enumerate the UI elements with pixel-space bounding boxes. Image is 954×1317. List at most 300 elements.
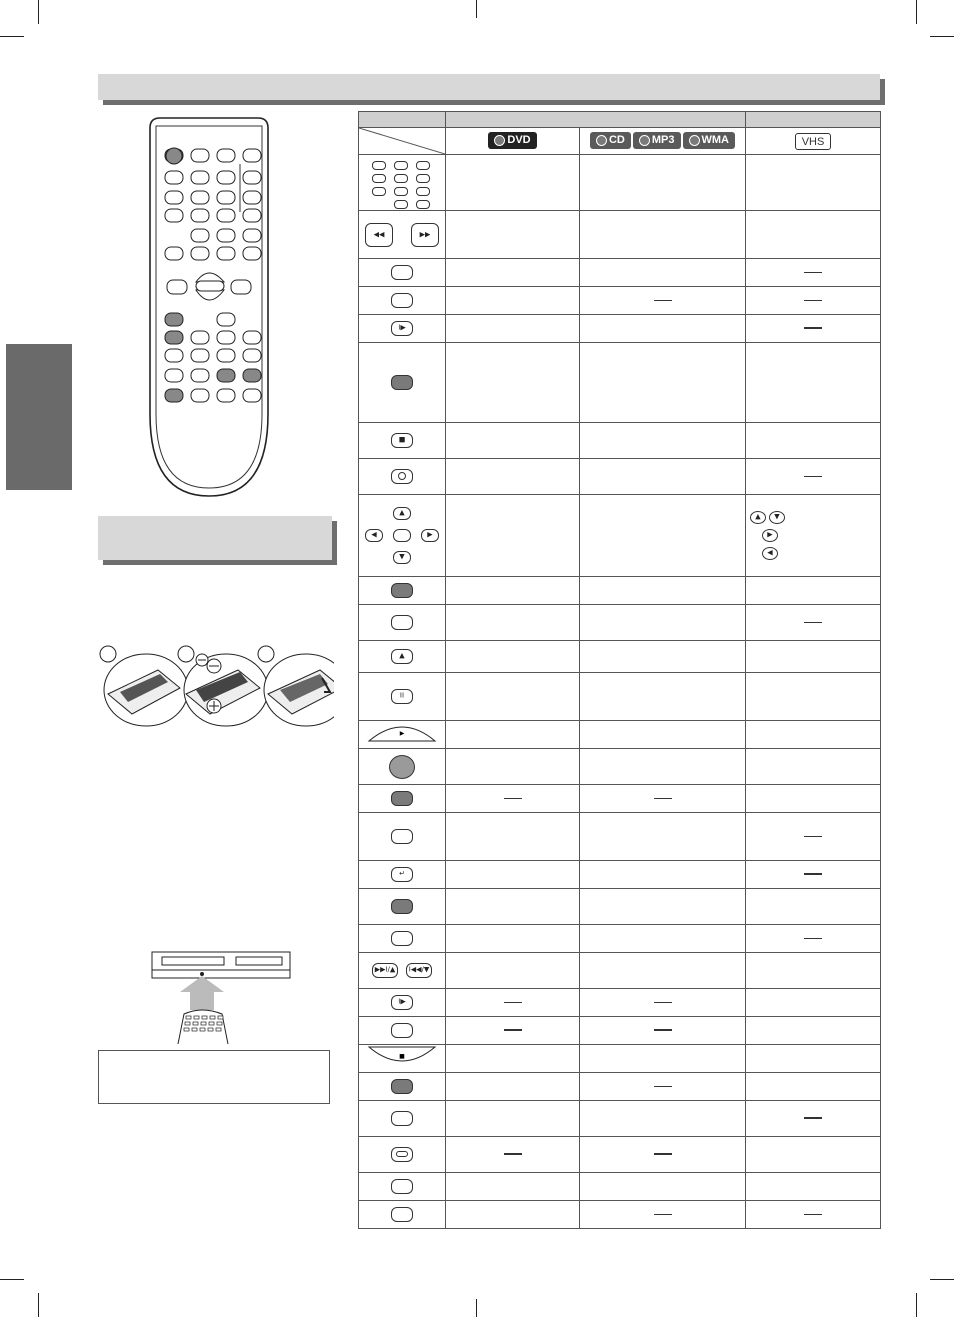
right-arrow-icon — [762, 529, 778, 542]
button-icon-cell — [359, 1173, 446, 1201]
not-available-dash — [804, 836, 822, 837]
remote-button-shape — [191, 149, 209, 162]
table-row — [359, 495, 881, 577]
table-row — [359, 459, 881, 495]
enter-icon — [393, 529, 411, 542]
vhs-cell — [746, 1173, 881, 1201]
table-row — [359, 889, 881, 925]
number-key-icon — [394, 161, 408, 170]
remote-key-icon — [391, 1207, 413, 1222]
crop-mark — [38, 0, 39, 24]
dvd-cell — [446, 1201, 580, 1229]
step-1-marker — [100, 646, 116, 662]
remote-button-shape — [243, 229, 261, 242]
not-available-dash — [804, 1214, 822, 1215]
table-row — [359, 749, 881, 785]
table-row — [359, 861, 881, 889]
table-row — [359, 423, 881, 459]
section-banner — [98, 74, 880, 100]
skip-forward-icon — [372, 963, 398, 978]
remote-button-shape — [243, 171, 261, 184]
vhs-column-logo — [746, 128, 881, 155]
audio-cell — [580, 953, 746, 989]
not-available-dash — [804, 476, 822, 477]
fast-forward-icon — [411, 223, 439, 247]
number-key-icon — [394, 200, 408, 209]
table-row — [359, 1173, 881, 1201]
disc-icon — [391, 469, 413, 484]
button-icon-cell — [359, 953, 446, 989]
remote-control-illustration — [146, 114, 272, 500]
remote-key-icon — [391, 375, 413, 390]
button-icon-cell — [359, 259, 446, 287]
audio-cell — [580, 1101, 746, 1137]
vhs-cell — [746, 1017, 881, 1045]
dvd-cell — [446, 641, 580, 673]
remote-button-shape — [243, 247, 261, 260]
remote-button-shape — [165, 209, 183, 222]
dvd-cell — [446, 459, 580, 495]
play-icon — [367, 721, 437, 743]
vhs-cell — [746, 813, 881, 861]
button-glyph: ▶ — [767, 530, 773, 539]
button-icon-cell — [359, 605, 446, 641]
up-arrow-icon — [393, 507, 411, 520]
button-icon-cell — [359, 989, 446, 1017]
remote-button-shape — [243, 389, 261, 402]
button-glyph: ▶▶ — [419, 229, 431, 238]
button-icon-cell — [359, 749, 446, 785]
button-glyph: ▶ — [427, 530, 433, 539]
button-icon-cell — [359, 861, 446, 889]
crop-mark — [930, 1279, 954, 1280]
not-available-dash — [654, 1002, 672, 1003]
remote-button-shape — [165, 191, 183, 204]
vhs-cell — [746, 343, 881, 423]
vhs-cell — [746, 785, 881, 813]
dvd-cell — [446, 155, 580, 211]
button-glyph: ▼ — [399, 552, 405, 561]
remote-button-shape — [217, 229, 235, 242]
remote-button-shape — [243, 349, 261, 362]
remote-button-shape — [243, 331, 261, 344]
dvd-cell — [446, 259, 580, 287]
button-icon-cell — [359, 641, 446, 673]
audio-cell — [580, 721, 746, 749]
table-row — [359, 1045, 881, 1073]
remote-button-shape — [243, 149, 261, 162]
not-available-dash — [504, 1002, 522, 1003]
vhs-cell — [746, 1073, 881, 1101]
audio-cell — [580, 259, 746, 287]
not-available-dash — [804, 622, 822, 623]
dvd-cell — [446, 1137, 580, 1173]
remote-key-icon — [391, 1023, 413, 1038]
button-glyph: ◀ — [767, 548, 773, 557]
remote-button-shape — [191, 349, 209, 362]
remote-button-shape — [217, 313, 235, 326]
audio-cell — [580, 495, 746, 577]
remote-button-shape — [191, 171, 209, 184]
stop-icon — [391, 433, 413, 448]
remote-key-icon — [391, 931, 413, 946]
table-row — [359, 1017, 881, 1045]
remote-button-shape — [217, 369, 235, 382]
button-icon-cell — [359, 1201, 446, 1229]
dvd-cell — [446, 721, 580, 749]
button-glyph: ■ — [399, 1053, 405, 1060]
remote-button-shape — [191, 369, 209, 382]
remote-button-shape — [217, 331, 235, 344]
remote-button-shape — [165, 349, 183, 362]
button-function-table — [358, 111, 881, 1229]
crop-mark — [0, 36, 24, 37]
button-icon-cell — [359, 459, 446, 495]
table-row — [359, 721, 881, 749]
remote-button-shape — [217, 209, 235, 222]
audio-cell — [580, 423, 746, 459]
step-2-marker — [178, 646, 194, 662]
remote-button-shape — [243, 369, 261, 382]
not-available-dash — [804, 300, 822, 301]
button-icon-cell — [359, 889, 446, 925]
side-tab — [6, 344, 72, 490]
number-key-icon — [416, 187, 430, 196]
dvd-column-logo — [446, 128, 580, 155]
remote-key-icon — [391, 265, 413, 280]
table-row — [359, 1073, 881, 1101]
remote-button-shape — [165, 171, 183, 184]
down-arrow-icon — [393, 551, 411, 564]
table-row — [359, 577, 881, 605]
table-row — [359, 315, 881, 343]
dvd-cell — [446, 673, 580, 721]
button-glyph: ▼ — [774, 512, 780, 521]
audio-cell — [580, 315, 746, 343]
vhs-cell — [746, 641, 881, 673]
not-available-dash — [654, 1029, 672, 1031]
button-glyph: ◀ — [371, 530, 377, 539]
header-vcr-mode — [746, 112, 881, 128]
remote-button-shape — [165, 331, 183, 344]
vhs-cell — [746, 673, 881, 721]
button-icon-cell — [359, 315, 446, 343]
dvd-cell — [446, 1017, 580, 1045]
button-icon-cell — [359, 673, 446, 721]
button-icon-cell — [359, 343, 446, 423]
vhs-cell — [746, 155, 881, 211]
crop-mark — [476, 1299, 477, 1317]
header-dvd-mode — [446, 112, 746, 128]
eject-icon — [391, 649, 413, 664]
audio-cell — [580, 1045, 746, 1073]
vhs-cell — [746, 259, 881, 287]
dvd-cell — [446, 889, 580, 925]
remote-button-shape — [217, 171, 235, 184]
audio-cell — [580, 577, 746, 605]
vhs-cell — [746, 989, 881, 1017]
dvd-cell — [446, 1173, 580, 1201]
wma-logo: WMA — [683, 132, 736, 149]
slow-icon — [391, 995, 413, 1010]
number-key-icon — [416, 161, 430, 170]
dvd-cell — [446, 1073, 580, 1101]
return-icon — [391, 867, 413, 882]
remote-button-shape — [191, 247, 209, 260]
dvd-cell — [446, 423, 580, 459]
left-arrow-icon — [365, 529, 383, 542]
crop-mark — [0, 1279, 24, 1280]
vhs-cell — [746, 889, 881, 925]
up-arrow-icon — [750, 511, 766, 524]
button-glyph: I◀◀/▼ — [408, 965, 430, 974]
vhs-cell — [746, 1201, 881, 1229]
button-icon-cell — [359, 721, 446, 749]
dvd-cell — [446, 287, 580, 315]
vhs-cell — [746, 1137, 881, 1173]
dvd-cell — [446, 211, 580, 259]
number-key-icon — [394, 174, 408, 183]
button-icon-cell — [359, 1017, 446, 1045]
not-available-dash — [804, 327, 822, 329]
subsection-banner — [98, 516, 332, 560]
diagonal-corner — [359, 128, 446, 155]
remote-button-shape — [217, 247, 235, 260]
note-box — [98, 1050, 330, 1104]
vhs-cell — [746, 1101, 881, 1137]
button-glyph: ◀◀ — [373, 229, 385, 238]
vhs-cell — [746, 925, 881, 953]
audio-cell — [580, 287, 746, 315]
dvd-logo: DVD — [488, 132, 536, 149]
not-available-dash — [504, 1029, 522, 1031]
vhs-cell — [746, 315, 881, 343]
crop-mark — [916, 1293, 917, 1317]
dvd-cell — [446, 1045, 580, 1073]
dvd-cell — [446, 785, 580, 813]
remote-key-icon — [391, 293, 413, 308]
remote-button-shape — [217, 149, 235, 162]
dvd-cell — [446, 813, 580, 861]
right-arrow-icon — [421, 529, 439, 542]
button-icon-cell — [359, 1073, 446, 1101]
vhs-cell — [746, 749, 881, 785]
button-icon-cell — [359, 813, 446, 861]
audio-cell — [580, 989, 746, 1017]
crop-mark — [38, 1293, 39, 1317]
table-row — [359, 673, 881, 721]
dvd-cell — [446, 577, 580, 605]
crop-mark — [476, 0, 477, 18]
remote-button-shape — [165, 313, 183, 326]
audio-cell — [580, 155, 746, 211]
number-key-icon — [394, 187, 408, 196]
dvd-cell — [446, 1101, 580, 1137]
number-key-icon — [372, 161, 386, 170]
table-row — [359, 287, 881, 315]
not-available-dash — [654, 1153, 672, 1155]
remote-button-shape — [191, 331, 209, 344]
remote-key-icon — [391, 615, 413, 630]
header-button — [359, 112, 446, 128]
number-key-icon — [372, 174, 386, 183]
audio-cell — [580, 813, 746, 861]
remote-key-icon — [391, 1111, 413, 1126]
audio-cell — [580, 641, 746, 673]
audio-cell — [580, 889, 746, 925]
remote-aiming-illustration — [150, 948, 292, 1044]
vhs-cell — [746, 423, 881, 459]
audio-cell — [580, 211, 746, 259]
not-available-dash — [654, 1214, 672, 1215]
button-glyph: ▲ — [399, 508, 405, 517]
pause-icon — [391, 689, 413, 704]
remote-button-shape — [191, 209, 209, 222]
dvd-cell — [446, 495, 580, 577]
table-row — [359, 813, 881, 861]
skip-back-icon — [406, 963, 432, 978]
button-icon-cell — [359, 1101, 446, 1137]
remote-button-shape — [165, 389, 183, 402]
remote-button-shape — [191, 191, 209, 204]
not-available-dash — [504, 1153, 522, 1155]
rewind-icon — [365, 223, 393, 247]
crop-mark — [916, 0, 917, 24]
button-icon-cell — [359, 495, 446, 577]
remote-button-shape — [165, 247, 183, 260]
remote-key-icon — [391, 1179, 413, 1194]
audio-cell — [580, 785, 746, 813]
table-row — [359, 1101, 881, 1137]
button-icon-cell — [359, 287, 446, 315]
audio-cell — [580, 459, 746, 495]
vhs-cell — [746, 953, 881, 989]
table-row — [359, 259, 881, 287]
media-logo-row — [359, 128, 881, 155]
remote-key-icon — [391, 791, 413, 806]
button-icon-cell — [359, 785, 446, 813]
audio-cell — [580, 343, 746, 423]
remote-key-icon — [391, 829, 413, 844]
number-key-icon — [372, 187, 386, 196]
not-available-dash — [804, 272, 822, 273]
dvd-cell — [446, 315, 580, 343]
audio-cell — [580, 1017, 746, 1045]
mp3-logo: MP3 — [633, 132, 681, 149]
button-icon-cell — [359, 211, 446, 259]
dvd-cell — [446, 749, 580, 785]
table-row — [359, 925, 881, 953]
vhs-cell — [746, 459, 881, 495]
audio-cell — [580, 605, 746, 641]
vhs-cell — [746, 721, 881, 749]
table-row — [359, 343, 881, 423]
remote-button-shape — [165, 369, 183, 382]
button-icon-cell — [359, 155, 446, 211]
button-glyph: ↵ — [399, 869, 405, 878]
remote-button-shape — [243, 209, 261, 222]
table-row — [359, 989, 881, 1017]
remote-button-shape — [217, 349, 235, 362]
not-available-dash — [654, 300, 672, 301]
not-available-dash — [804, 938, 822, 939]
remote-button-shape — [191, 229, 209, 242]
power-icon — [389, 755, 415, 779]
remote-button-shape — [191, 389, 209, 402]
down-arrow-icon — [769, 511, 785, 524]
dvd-cell — [446, 989, 580, 1017]
number-key-icon — [416, 174, 430, 183]
button-glyph: ▲ — [755, 512, 761, 521]
dvd-cell — [446, 605, 580, 641]
remote-button-shape — [217, 191, 235, 204]
remote-key-icon — [391, 899, 413, 914]
not-available-dash — [804, 1117, 822, 1119]
button-icon-cell — [359, 1137, 446, 1173]
table-row — [359, 953, 881, 989]
battery-installation-illustration — [98, 644, 334, 730]
remote-key-icon — [391, 583, 413, 598]
audio-cell — [580, 749, 746, 785]
dvd-cell — [446, 343, 580, 423]
audio-cell — [580, 673, 746, 721]
vhs-cell — [746, 1045, 881, 1073]
button-glyph: II — [399, 691, 405, 700]
not-available-dash — [654, 1086, 672, 1087]
audio-cell — [580, 861, 746, 889]
audio-cell — [580, 1137, 746, 1173]
button-icon-cell — [359, 423, 446, 459]
vhs-cell — [746, 211, 881, 259]
vhs-cell — [746, 861, 881, 889]
audio-cell — [580, 925, 746, 953]
slow-icon — [391, 321, 413, 336]
cd-logo: CD — [590, 132, 631, 149]
table-row — [359, 605, 881, 641]
vhs-cell — [746, 577, 881, 605]
button-glyph: ■ — [398, 435, 406, 444]
table-row — [359, 211, 881, 259]
cassette-icon — [391, 1147, 413, 1162]
button-glyph: ▶ — [399, 730, 405, 737]
crop-mark — [930, 36, 954, 37]
dvd-cell — [446, 925, 580, 953]
number-key-icon — [416, 200, 430, 209]
remote-key-icon — [391, 1079, 413, 1094]
audio-cell — [580, 1073, 746, 1101]
vhs-cell — [746, 495, 881, 577]
audio-cell — [580, 1201, 746, 1229]
button-icon-cell — [359, 577, 446, 605]
not-available-dash — [804, 873, 822, 875]
vhs-cell — [746, 605, 881, 641]
audio-cell — [580, 1173, 746, 1201]
table-row — [359, 785, 881, 813]
dvd-cell — [446, 861, 580, 889]
button-icon-cell — [359, 1045, 446, 1073]
not-available-dash — [504, 798, 522, 799]
button-glyph: ▲ — [399, 651, 405, 660]
table-row — [359, 641, 881, 673]
stop-icon — [367, 1045, 437, 1067]
table-row — [359, 155, 881, 211]
button-glyph: I▶ — [398, 323, 406, 332]
step-3-marker — [258, 646, 274, 662]
vhs-cell — [746, 287, 881, 315]
table-row — [359, 1201, 881, 1229]
button-glyph: ▶▶I/▲ — [374, 965, 396, 974]
table-header-row — [359, 112, 881, 128]
